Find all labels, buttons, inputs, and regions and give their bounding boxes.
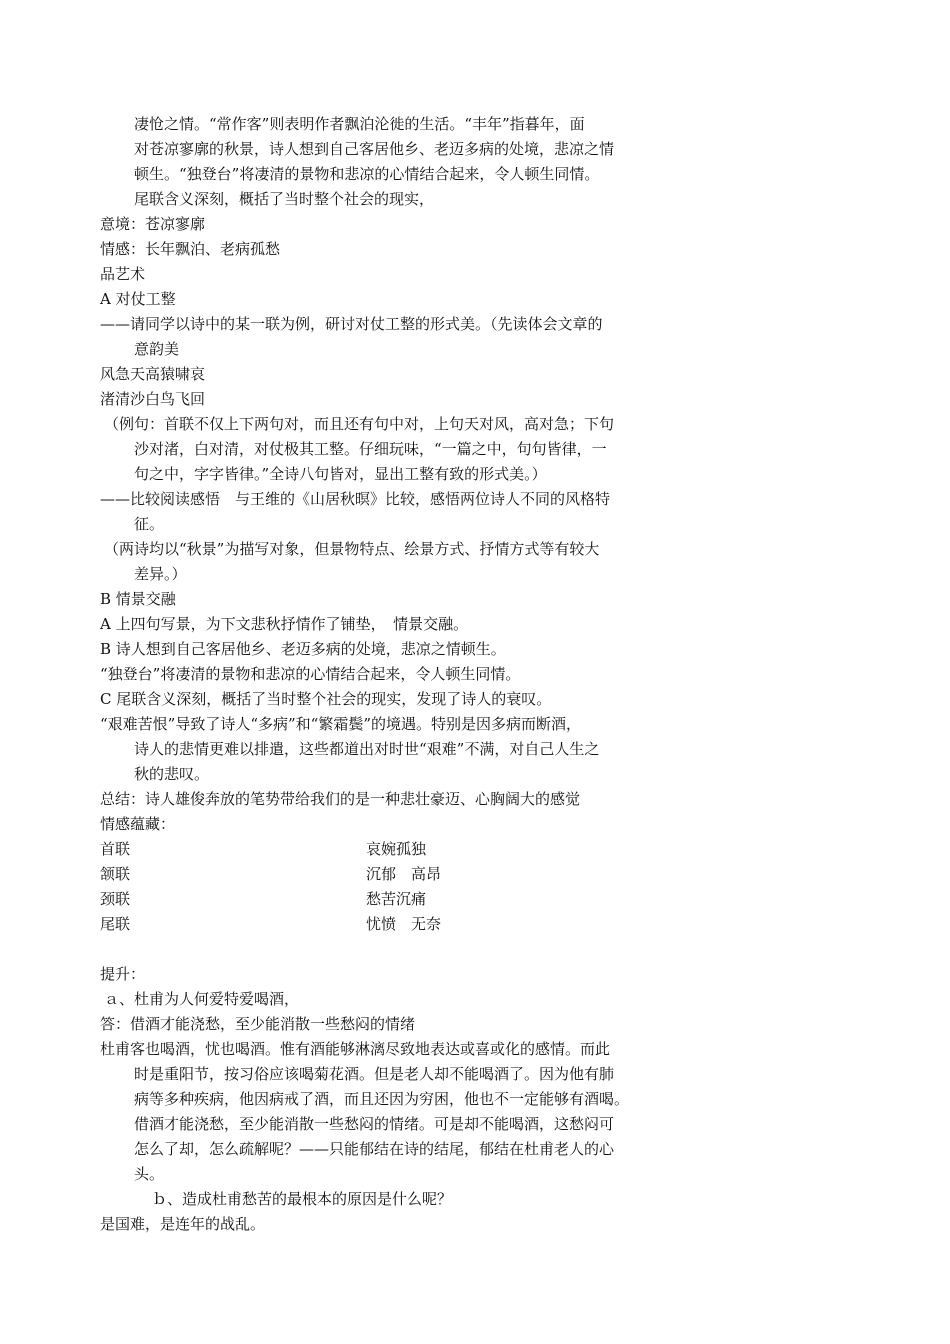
- text-line: C 尾联含义深刻，概括了当时整个社会的现实，发现了诗人的衰叹。: [100, 690, 552, 708]
- emotion-part: 颈联: [100, 890, 131, 908]
- text-line: 情感：长年飘泊、老病孤愁: [100, 240, 281, 258]
- text-line: “艰难苦恨”导致了诗人“多病”和“繁霜鬓”的境遇。特别是因多病而断酒，: [100, 715, 582, 733]
- text-line: 差异。）: [134, 565, 187, 583]
- emotion-feeling: 哀婉孤独: [366, 840, 427, 858]
- text-line: 诗人的悲情更难以排遣，这些都道出对时世“艰难”不满，对自己人生之: [134, 740, 600, 758]
- text-line: 杜甫客也喝酒，忧也喝酒。惟有酒能够淋漓尽致地表达或喜或化的感情。而此: [100, 1040, 611, 1058]
- text-line: “独登台”将凄清的景物和悲凉的心情结合起来，令人顿生同情。: [100, 665, 521, 683]
- section-heading: 提升：: [100, 965, 146, 983]
- emotion-row: [100, 862, 442, 886]
- text-line: 征。: [134, 515, 165, 533]
- poem-line: 风急天高猿啸哀: [100, 365, 206, 383]
- text-line: 时是重阳节，按习俗应该喝菊花酒。但是老人却不能喝酒了。因为他有肺: [134, 1065, 615, 1083]
- text-line: 病等多种疾病，他因病戒了酒，而且还因为穷困，他也不一定能够有酒喝。: [134, 1090, 630, 1108]
- emotion-feeling: 沉郁 高昂: [366, 865, 442, 883]
- emotion-row: [100, 837, 427, 861]
- subsection-heading: B 情景交融: [100, 590, 176, 608]
- summary-line: 总结：诗人雄俊奔放的笔势带给我们的是一种悲壮豪迈、心胸阔大的感觉: [100, 790, 581, 808]
- subsection-heading: A 对仗工整: [100, 290, 176, 308]
- text-line: A 上四句写景，为下文悲秋抒情作了铺垫， 情景交融。: [100, 615, 469, 633]
- text-line: 尾联含义深刻，概括了当时整个社会的现实，: [134, 190, 435, 208]
- text-line: 意境：苍凉寥廓: [100, 215, 206, 233]
- text-line: 顿生。“独登台”将凄清的景物和悲凉的心情结合起来，令人顿生同情。: [134, 165, 600, 183]
- text-line: 沙对渚，白对清，对仗极其工整。仔细玩味，“一篇之中，句句皆律，一: [134, 440, 607, 458]
- text-line: （两诗均以“秋景”为描写对象，但景物特点、绘景方式、抒情方式等有较大: [104, 540, 600, 558]
- emotion-feeling: 愁苦沉痛: [366, 890, 427, 908]
- question-line: ａ、杜甫为人何爱特爱喝酒，: [104, 990, 300, 1008]
- text-line: 句之中，字字皆律。”全诗八句皆对，显出工整有致的形式美。）: [134, 465, 547, 483]
- text-line: （例句：首联不仅上下两句对，而且还有句中对，上句天对风，高对急；下句: [104, 415, 615, 433]
- text-line: 怎么了却，怎么疏解呢？——只能郁结在诗的结尾，郁结在杜甫老人的心: [134, 1140, 615, 1158]
- text-line: ——请同学以诗中的某一联为例，研讨对仗工整的形式美。（先读体会文章的: [100, 315, 603, 333]
- emotion-feeling: 忧愤 无奈: [366, 915, 442, 933]
- emotion-row: [100, 912, 442, 936]
- text-line: 对苍凉寥廓的秋景，诗人想到自己客居他乡、老迈多病的处境，悲凉之情: [134, 140, 615, 158]
- text-line: 意韵美: [134, 340, 180, 358]
- text-line: B 诗人想到自己客居他乡、老迈多病的处境，悲凉之情顿生。: [100, 640, 506, 658]
- question-line: ｂ、造成杜甫愁苦的最根本的原因是什么呢？: [152, 1190, 453, 1208]
- text-line: 凄怆之情。“常作客”则表明作者飘泊沦徙的生活。“丰年”指暮年，面: [134, 115, 585, 133]
- text-line: 借酒才能浇愁，至少能消散一些愁闷的情绪。可是却不能喝酒，这愁闷可: [134, 1115, 615, 1133]
- text-line: 头。: [134, 1165, 165, 1183]
- text-line: ——比较阅读感悟 与王维的《山居秋暝》比较，感悟两位诗人不同的风格特: [100, 490, 611, 508]
- answer-line: 答：借酒才能浇愁，至少能消散一些愁闷的情绪: [100, 1015, 416, 1033]
- emotion-part: 首联: [100, 840, 131, 858]
- emotion-row: [100, 887, 427, 911]
- emotion-part: 颔联: [100, 865, 131, 883]
- emotion-part: 尾联: [100, 915, 131, 933]
- poem-line: 渚清沙白鸟飞回: [100, 390, 206, 408]
- text-line: 情感蕴藏：: [100, 815, 176, 833]
- text-line: 秋的悲叹。: [134, 765, 210, 783]
- section-heading: 品艺术: [100, 265, 146, 283]
- answer-line: 是国难，是连年的战乱。: [100, 1215, 266, 1233]
